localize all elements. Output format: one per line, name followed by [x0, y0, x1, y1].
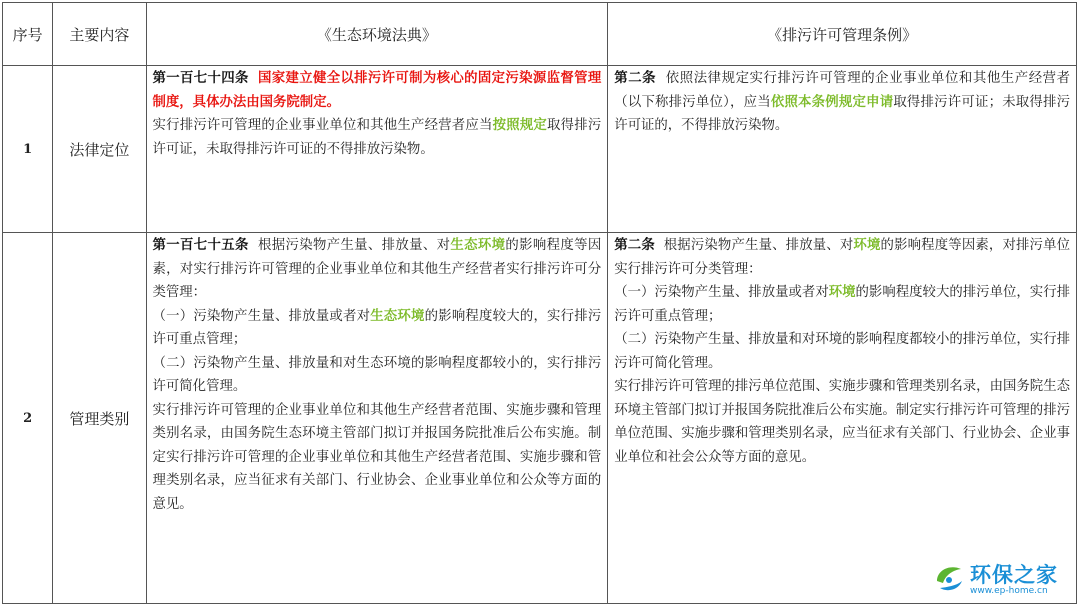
highlight-red: 国家建立健全以排污许可制为核心的固定污染源监督管理制度，具体办法由国务院制定。	[152, 71, 602, 110]
regulation-cell	[608, 233, 1077, 604]
highlight-green: 环境	[853, 238, 881, 253]
row-number: 1	[3, 66, 53, 233]
text: 实行排污许可管理的企业事业单位和其他生产经营者应当	[152, 118, 493, 133]
text: 的影响程度较大的，实行排污许可重点管理；	[152, 308, 602, 347]
law-cell	[146, 66, 608, 233]
row-topic: 法律定位	[53, 66, 146, 233]
table-row	[3, 66, 1077, 233]
text: 取得排污许可证，未取得排污许可证的不得排放污染物。	[152, 118, 602, 157]
table-row	[3, 233, 1077, 604]
header-no: 序号	[3, 3, 53, 66]
watermark-logo	[932, 559, 1072, 599]
article-number: 第一百七十五条	[152, 238, 249, 253]
text: （一）污染物产生量、排放量或者对	[614, 285, 829, 300]
text: 根据污染物产生量、排放量、对	[257, 238, 451, 253]
highlight-green: 生态环境	[450, 238, 506, 253]
article-number: 第二条	[614, 71, 657, 86]
watermark-name: 环保之家	[970, 563, 1058, 587]
text: 取得排污许可证；未取得排污许可证的，不得排放污染物。	[614, 94, 1071, 133]
highlight-green: 按照规定	[492, 118, 548, 133]
highlight-green: 依照本条例规定申请	[770, 94, 894, 110]
highlight-green: 生态环境	[370, 308, 425, 324]
text: 根据污染物产生量、排放量、对	[663, 238, 854, 253]
law-cell	[146, 233, 608, 604]
text: （二）污染物产生量、排放量和对环境的影响程度都较小的排污单位，实行排污许可简化管理。	[614, 332, 1070, 371]
text: 的影响程度等因素，对实行排污许可管理的企业事业单位和其他生产经营者实行排污许可分类管理：	[152, 238, 602, 300]
row-topic: 管理类别	[53, 233, 146, 604]
row-number: 2	[3, 233, 53, 604]
watermark-url: www.ep-home.cn	[970, 586, 1048, 596]
text: 依照法律规定实行排污许可管理的企业事业单位和其他生产经营者（以下称排污单位），应当	[614, 71, 1071, 110]
header-reg: 《排污许可管理条例》	[608, 3, 1077, 66]
article-number: 第一百七十四条	[152, 71, 249, 86]
text: 的影响程度较大的排污单位，实行排污许可重点管理；	[614, 285, 1071, 324]
highlight-green: 环境	[828, 285, 856, 300]
article-number: 第二条	[614, 238, 655, 253]
comparison-table	[2, 2, 1077, 604]
header-law: 《生态环境法典》	[146, 3, 608, 66]
header-topic: 主要内容	[53, 3, 146, 66]
leaf-globe-icon	[932, 561, 966, 595]
text: （一）污染物产生量、排放量或者对	[152, 308, 371, 324]
header-row	[3, 3, 1077, 66]
text: 实行排污许可管理的企业事业单位和其他生产经营者范围、实施步骤和管理类别名录，由国务院生态环境主管部门拟订并报国务院批准后公布实施。制定实行排污许可管理的企业事业单位和其他生产经营者范围、实施步骤和管理类别名录，应当征求有关部门、行业协会、企业事业单位和公众等方面的意见。	[152, 402, 602, 512]
text: 实行排污许可管理的排污单位范围、实施步骤和管理类别名录，由国务院生态环境主管部门拟订并报国务院批准后公布实施。制定实行排污许可管理的排污单位范围、实施步骤和管理类别名录，应当征求有关部门、行业协会、企业事业单位和社会公众等方面的意见。	[614, 379, 1070, 465]
text: 的影响程度等因素，对排污单位实行排污许可分类管理：	[614, 238, 1071, 277]
text: （二）污染物产生量、排放量和对生态环境的影响程度都较小的，实行排污许可简化管理。	[152, 355, 602, 394]
regulation-cell	[608, 66, 1077, 233]
